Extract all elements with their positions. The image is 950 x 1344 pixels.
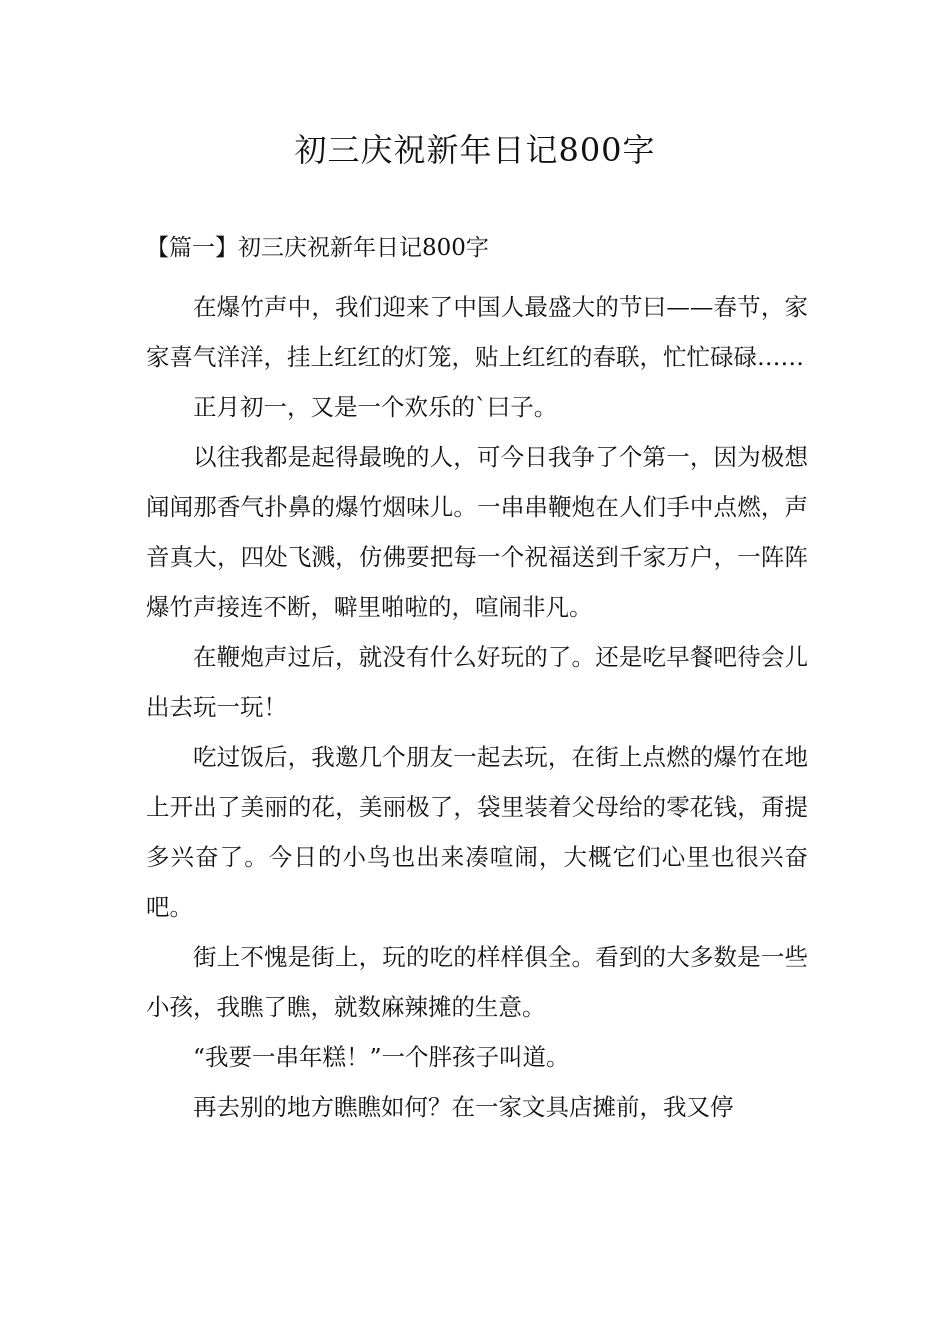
section-heading: 【篇一】初三庆祝新年日记800字 (146, 235, 489, 261)
paragraph: 再去别的地方瞧瞧如何？在一家文具店摊前，我又停 (193, 1093, 734, 1121)
paragraph: 以往我都是起得最晚的人，可今日我争了个第一，因为极想闻闻那香气扑鼻的爆竹烟味儿。一串串鞭炮在人们手中点燃，声音真大，四处飞溅，仿佛要把每一个祝福送到千家万户，一阵阵爆竹声接连不断，噼里啪啦的，喧闹非凡。 (146, 443, 808, 621)
paragraph: 街上不愧是街上，玩的吃的样样俱全。看到的大多数是一些小孩，我瞧了瞧，就数麻辣摊的生意。 (146, 943, 808, 1021)
article-body (146, 282, 808, 1132)
paragraph: 正月初一，又是一个欢乐的`曰子。 (193, 393, 558, 421)
document-title: 初三庆祝新年日记800字 (294, 131, 656, 169)
paragraph: 在鞭炮声过后，就没有什么好玩的了。还是吃早餐吧待会儿出去玩一玩！ (146, 643, 808, 721)
paragraph: “我要一串年糕！”一个胖孩子叫道。 (193, 1043, 570, 1071)
paragraph: 在爆竹声中，我们迎来了中国人最盛大的节曰——春节，家家喜气洋洋，挂上红红的灯笼，贴上红红的春联，忙忙碌碌…… (146, 293, 808, 371)
paragraph: 吃过饭后，我邀几个朋友一起去玩，在街上点燃的爆竹在地上开出了美丽的花，美丽极了，袋里装着父母给的零花钱，甭提多兴奋了。今日的小鸟也出来凑喧闹，大概它们心里也很兴奋吧。 (146, 743, 808, 921)
